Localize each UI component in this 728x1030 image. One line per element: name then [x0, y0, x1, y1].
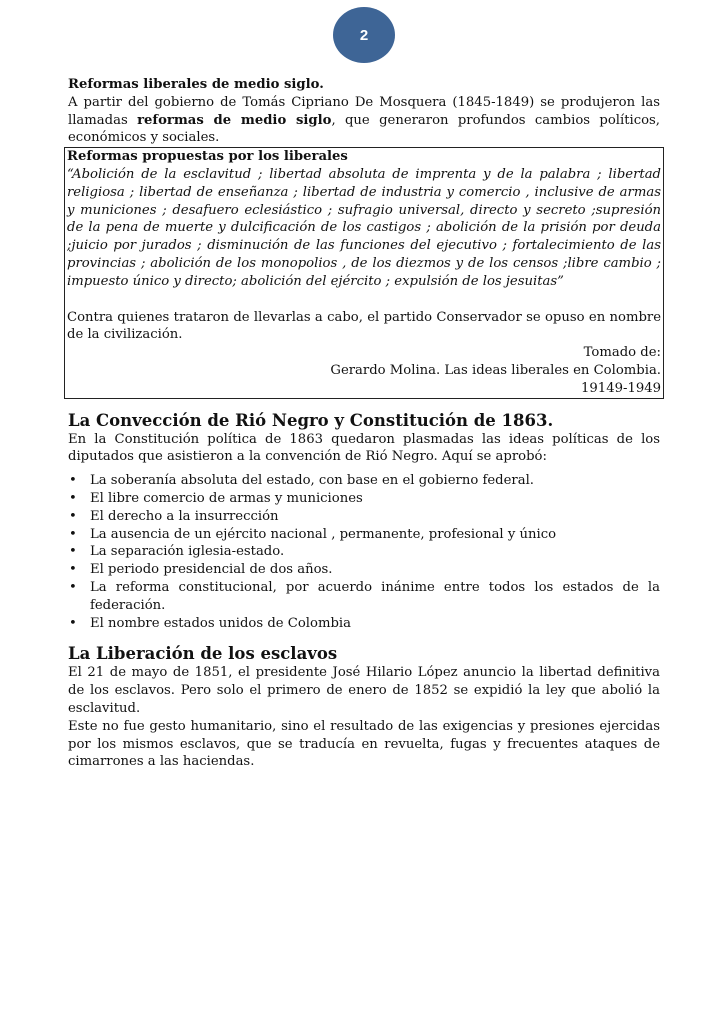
liberacion-paragraph-1: El 21 de mayo de 1851, el presidente José Hilario López anuncio la libertad definitiva de los esclavos. Pero solo el primero de enero de 1852 se expidió la ley que abolió la esclavitud. — [68, 665, 660, 716]
list-item-text: La ausencia de un ejército nacional , permanente, profesional y único — [90, 526, 557, 542]
section-heading-liberacion: La Liberación de los esclavos — [68, 644, 338, 664]
list-item — [68, 490, 660, 508]
list-item-text: La soberanía absoluta del estado, con base en el gobierno federal. — [90, 473, 534, 489]
section-heading-rionegro: La Convección de Rió Negro y Constitución de 1863. — [68, 410, 554, 430]
list-item-text: La reforma constitucional, por acuerdo inánime entre todos los estados de la federación. — [90, 579, 660, 613]
quote-box — [64, 147, 664, 398]
quote-text: “Abolición de la esclavitud ; libertad absoluta de imprenta y de la palabra ; libertad religiosa ; libertad de enseñanza ; libertad de industria y comercio , inclusive de armas y municiones ; desafuero eclesiástico ; sufragio universal, directo y secreto ;supresión de la pena de muerte y dulcificación de los castigos ; abolición de la prisión por deuda ;juicio por jurados ; disminución de las funciones del ejecutivo ; fortalecimiento de las provincias ; abolición de los monopolios , de los diezmos y de los censos ;libre cambio ; impuesto único y directo; abolición del ejército ; expulsión de los jesuitas” — [67, 166, 661, 289]
quote-box-paragraph: Contra quienes trataron de llevarlas a cabo, el partido Conservador se opuso en nombre de la civilización. — [67, 309, 661, 343]
list-item — [68, 508, 660, 526]
list-item — [68, 561, 660, 579]
source-author: Gerardo Molina. Las ideas liberales en Colombia. — [330, 362, 661, 378]
quote-box-heading: Reformas propuestas por los liberales — [67, 149, 348, 165]
bullet-icon: • — [69, 508, 77, 524]
document-body — [68, 76, 660, 771]
rionegro-intro: En la Constitución política de 1863 quedaron plasmadas las ideas políticas de los diputados que asistieron a la convención de Rió Negro. Aquí se aprobó: — [68, 431, 660, 465]
list-item — [68, 615, 660, 633]
bullet-icon: • — [69, 490, 77, 506]
section-heading-reformas: Reformas liberales de medio siglo. — [68, 77, 324, 92]
source-years: 19149-1949 — [581, 380, 661, 396]
list-item-text: El nombre estados unidos de Colombia — [90, 615, 351, 631]
rionegro-list — [68, 472, 660, 632]
bullet-icon: • — [69, 615, 77, 631]
source-label: Tomado de: — [583, 345, 661, 361]
list-item-text: El periodo presidencial de dos años. — [90, 562, 333, 578]
list-item — [68, 472, 660, 490]
list-item-text: La separación iglesia-estado. — [90, 544, 285, 560]
list-item — [68, 543, 660, 561]
reformas-paragraph — [68, 94, 660, 147]
list-item-text: El libre comercio de armas y municiones — [90, 490, 363, 506]
list-item — [68, 579, 660, 615]
bullet-icon: • — [69, 562, 77, 578]
reformas-text-start: A partir del gobierno de Tomás Cipriano De Mosquera (1845-1849) se produjeron las llamadas — [68, 94, 660, 128]
bullet-icon: • — [69, 579, 77, 595]
reformas-text-end: , que generaron profundos cambios políticos, económicos y sociales. — [68, 112, 660, 146]
reformas-bold-term: reformas de medio siglo — [137, 112, 332, 128]
bullet-icon: • — [69, 526, 77, 542]
liberacion-paragraph-2: Este no fue gesto humanitario, sino el resultado de las exigencias y presiones ejercidas por los mismos esclavos, que se traducía en revuelta, fugas y frecuentes ataques de cimarrones a las haciendas. — [68, 718, 660, 770]
page-number: 2 — [359, 26, 369, 44]
list-item — [68, 526, 660, 544]
bullet-icon: • — [69, 473, 77, 489]
list-item-text: El derecho a la insurrección — [90, 508, 279, 524]
bullet-icon: • — [69, 544, 77, 560]
page-number-badge — [333, 7, 395, 63]
